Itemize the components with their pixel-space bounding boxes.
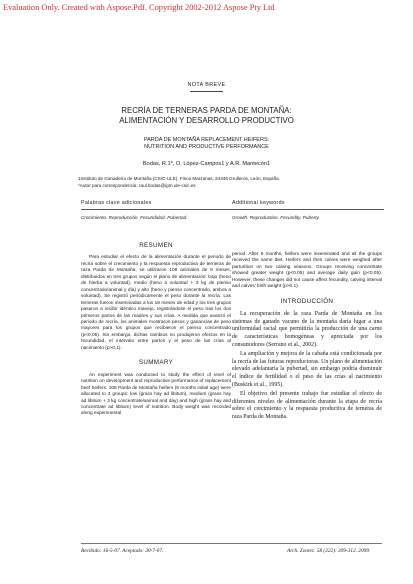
title-line-1: RECRÍA DE TERNERAS PARDA DE MONTAÑA: (121, 106, 292, 115)
right-column (232, 252, 382, 423)
introduccion-heading: INTRODUCCIÓN (280, 297, 334, 305)
affiliation-institute: 1Instituto de Ganadería de Montaña (CSIC-ULE). Finca Marzanas, 24346 Grulleros, León, España. (78, 176, 280, 181)
resumen-text: Para estudiar el efecto de la alimentación durante el periodo de recría sobre el crecimiento y la respuesta reproductiva de terneras de raza Parda de Montaña, se utilizaron 108 animales de 9 meses, distribuidos en tres grupos según el plano de alimentación: bajo (heno de hierba a voluntad), medio (heno a voluntad + 3 kg de pienso concentrado/animal y día) y alto (heno y pienso concentrado, ambos a voluntad). Se registró periódicamente el peso durante la recría. Las terneras fueron inseminadas a los 18 meses de edad y los tres grupos pasaron a recibir idéntico manejo, registrándose el peso tras los dos primeros partos de las madres y sus crías. A medida que avanzó el periodo de recría, los animales mostraron pesos y ganancias de peso mayores para los grupos que recibieron el pienso concentrado (p<0,05). Sin embargo, dichas cambios no produjeron efectos en la fecundidad, el intervalo entre partos y el peso de las crías al nacimiento (p>0,1). (81, 255, 231, 351)
keywords-spanish-heading: Palabras clave adicionales (81, 200, 233, 210)
summary-text-continued: period. After 9 months, heifers were inseminated and all the groups received the same diet. Heifers and their calves were weighed after parturition on two calving seasons. Groups receiving concentrate showed greater weight (p<0.05) and average daily gain (p<0.05). However, these changes did not cause affect fecundity, calving interval and calves' birth weight (p>0.1). (232, 252, 382, 290)
title-line-2: ALIMENTACIÓN Y DESARROLLO PRODUCTIVO (119, 115, 294, 125)
title-en-line-1: PARDA DE MONTAÑA REPLACEMENT HEIFERS: (143, 137, 270, 143)
affiliation-contact: *Autor para correspondencia: raul.bodas@igm.ule-csic.es (78, 182, 196, 188)
introduccion-paragraph-3: El objetivo del presente trabajo fue estudiar el efecto de diferentes niveles de alimentación durante la etapa de recría sobre el crecimiento y la respuesta productiva de terneras de raza Parda de Montaña. (232, 391, 382, 420)
section-label-rule (190, 91, 223, 92)
left-column (81, 243, 231, 420)
introduccion-paragraph-2: La ampliación y mejora de la cabaña está condicionada por la recría de las futuras reproductoras. Un plano de alimentación elevado adelantaría la pubertad, sin embargo podría disminuir el índice de fertilidad o el peso de las crías al nacimiento (Buskirk et al., 1995). (232, 351, 382, 388)
resumen-heading: RESUMEN (139, 242, 173, 249)
keywords-english-text: Growth. Reproduction. Fecundity. Puberty. (232, 215, 320, 220)
article-title-english (40, 137, 373, 152)
introduccion-paragraph-1: La recuperación de la raza Parda de Montaña en los sistemas de ganado vacuno de la montaña daría lugar a una uniformidad racial que permitiría la producción de una carne de características homogéneas y apreciada por los consumidores (Serrano et al., 2002). (232, 311, 382, 348)
authors: Bodas, R.1*, O. López-Campos1 y A.R. Mantecón1 (142, 161, 271, 167)
keywords-english (232, 200, 384, 221)
keywords-english-heading: Additional keywords (232, 200, 384, 210)
keywords-spanish-text: Crecimiento. Reproducción. Fecundidad. Pubertad. (81, 215, 188, 220)
summary-heading: SUMMARY (138, 359, 174, 367)
received-dates: Recibido: 16-5-07. Aceptado: 30-7-07. (81, 548, 164, 554)
article-title (40, 106, 373, 125)
watermark: Evaluation Only. Created with Aspose.Pdf. Copyright 2002-2012 Aspose Pty Ltd (3, 3, 275, 12)
affiliation (78, 176, 348, 189)
title-en-line-2: NUTRITION AND PRODUCTIVE PERFORMANCE (144, 144, 269, 151)
footer-rule (81, 543, 382, 544)
section-label: NOTA BREVE (187, 82, 226, 88)
journal-citation: Arch. Zootec. 58 (222): 309-312. 2009. (287, 548, 371, 554)
summary-text: An experiment was conducted to study the effect of level of nutrition on development and reproductive performance of replacement beef heifers. 108 Parda de Montaña heifers (9 months initial age) were allocated to 3 groups: low (grass hay ad libitum), medium (grass hay ad libitum + 3 kg concentrate/animal and day) and high (grass hay and concentrate ad libitum) level of nutrition. Body weight was recorded along experimental (81, 372, 231, 417)
keywords-spanish (81, 200, 233, 221)
